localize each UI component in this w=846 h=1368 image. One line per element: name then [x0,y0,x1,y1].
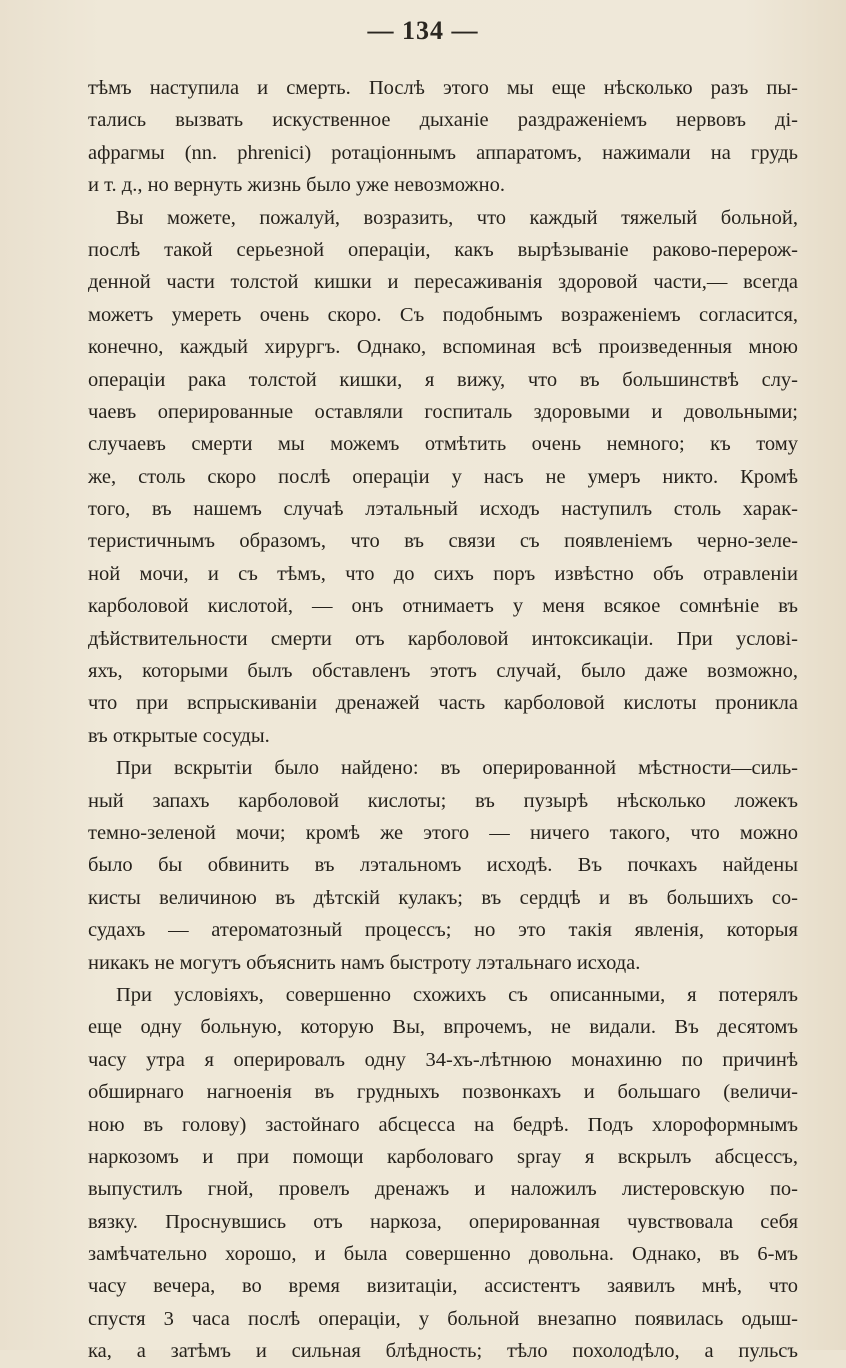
text-line: часу вечера, во время визитаціи, ассистентъ заявилъ мнѣ, что [88,1275,798,1298]
text-line: что при вспрыскиваніи дренажей часть карболовой кислоты проникла [88,692,798,715]
text-line: теристичнымъ образомъ, что въ связи съ появленіемъ черно-зеле- [88,530,798,553]
text-line: можетъ умереть очень скоро. Съ подобнымъ возраженіемъ согласится, [88,303,798,326]
text-line: никакъ не могутъ объяснить намъ быстроту лэтальнаго исхода. [88,951,641,974]
text-line: наркозомъ и при помощи карболоваго spray я вскрылъ абсцессъ, [88,1145,798,1168]
text-line: яхъ, которыми былъ обставленъ этотъ случай, было даже возможно, [88,660,798,683]
text-line: чаевъ оперированные оставляли госпиталь здоровыми и довольными; [88,400,798,423]
text-line: случаевъ смерти мы можемъ отмѣтить очень немного; къ тому [88,433,798,456]
text-line: денной части толстой кишки и пересаживанія здоровой части,— всегда [88,271,798,294]
text-line: темно-зеленой мочи; кромѣ же этого — ничего такого, что можно [88,821,798,844]
text-line: судахъ — атероматозный процессъ; но это такія явленія, которыя [88,919,798,942]
text-line: въ открытые сосуды. [88,724,270,747]
text-line: часу утра я оперировалъ одну 34-хъ-лѣтнюю монахиню по причинѣ [88,1048,798,1071]
text-line: карболовой кислотой, — онъ отнимаетъ у меня всякое сомнѣніе въ [88,595,798,618]
page-number: — 134 — [367,16,479,45]
text-line: послѣ такой серьезной операціи, какъ вырѣзываніе раково-перерож- [88,238,798,261]
text-line: еще одну больную, которую Вы, впрочемъ, не видали. Въ десятомъ [88,1016,798,1039]
text-line: ной мочи, и съ тѣмъ, что до сихъ поръ извѣстно объ отравленіи [88,562,798,585]
text-line: обширнаго нагноенія въ грудныхъ позвонкахъ и большаго (величи- [88,1081,798,1104]
text-line: дѣйствительности смерти отъ карболовой интоксикаціи. При услові- [88,627,798,650]
text-line: замѣчательно хорошо, и была совершенно довольна. Однако, въ 6-мъ [88,1243,798,1266]
body-text [88,72,798,1368]
text-line: При вскрытіи было найдено: въ оперированной мѣстности—силь- [116,757,798,780]
text-line: тѣмъ наступила и смерть. Послѣ этого мы еще нѣсколько разъ пы- [88,77,798,99]
text-line: и т. д., но вернуть жизнь было уже невозможно. [88,174,505,197]
text-line: ный запахъ карболовой кислоты; въ пузырѣ нѣсколько ложекъ [88,789,798,812]
text-line: было бы обвинить въ лэтальномъ исходѣ. Въ почкахъ найдены [88,854,798,877]
text-line: выпустилъ гной, провелъ дренажъ и наложилъ листеровскую по- [88,1178,798,1201]
text-line: спустя 3 часа послѣ операціи, у больной внезапно появилась одыш- [88,1307,798,1330]
text-line: операціи рака толстой кишки, я вижу, что въ большинствѣ слу- [88,368,798,391]
text-line: того, въ нашемъ случаѣ лэтальный исходъ наступилъ столь харак- [88,498,798,521]
text-line: афрагмы (nn. phrenici) ротаціоннымъ аппаратомъ, нажимали на грудь [88,141,798,164]
text-line: ною въ голову) застойнаго абсцесса на бедрѣ. Подъ хлороформнымъ [88,1113,798,1136]
text-line: кисты величиною въ дѣтскій кулакъ; въ сердцѣ и въ большихъ со- [88,886,798,909]
text-line: ка, а затѣмъ и сильная блѣдность; тѣло похолодѣло, а пульсъ [88,1340,798,1363]
text-line: При условіяхъ, совершенно схожихъ съ описанными, я потерялъ [116,983,798,1006]
text-line: тались вызвать искуственное дыханіе раздраженіемъ нервовъ ді- [88,109,798,132]
text-line: конечно, каждый хирургъ. Однако, вспоминая всѣ произведенныя мною [88,336,798,359]
text-line: вязку. Проснувшись отъ наркоза, оперированная чувствовала себя [88,1210,798,1233]
text-line: же, столь скоро послѣ операціи у насъ не умеръ никто. Кромѣ [88,465,798,488]
text-line: Вы можете, пожалуй, возразить, что каждый тяжелый больной, [116,206,798,229]
